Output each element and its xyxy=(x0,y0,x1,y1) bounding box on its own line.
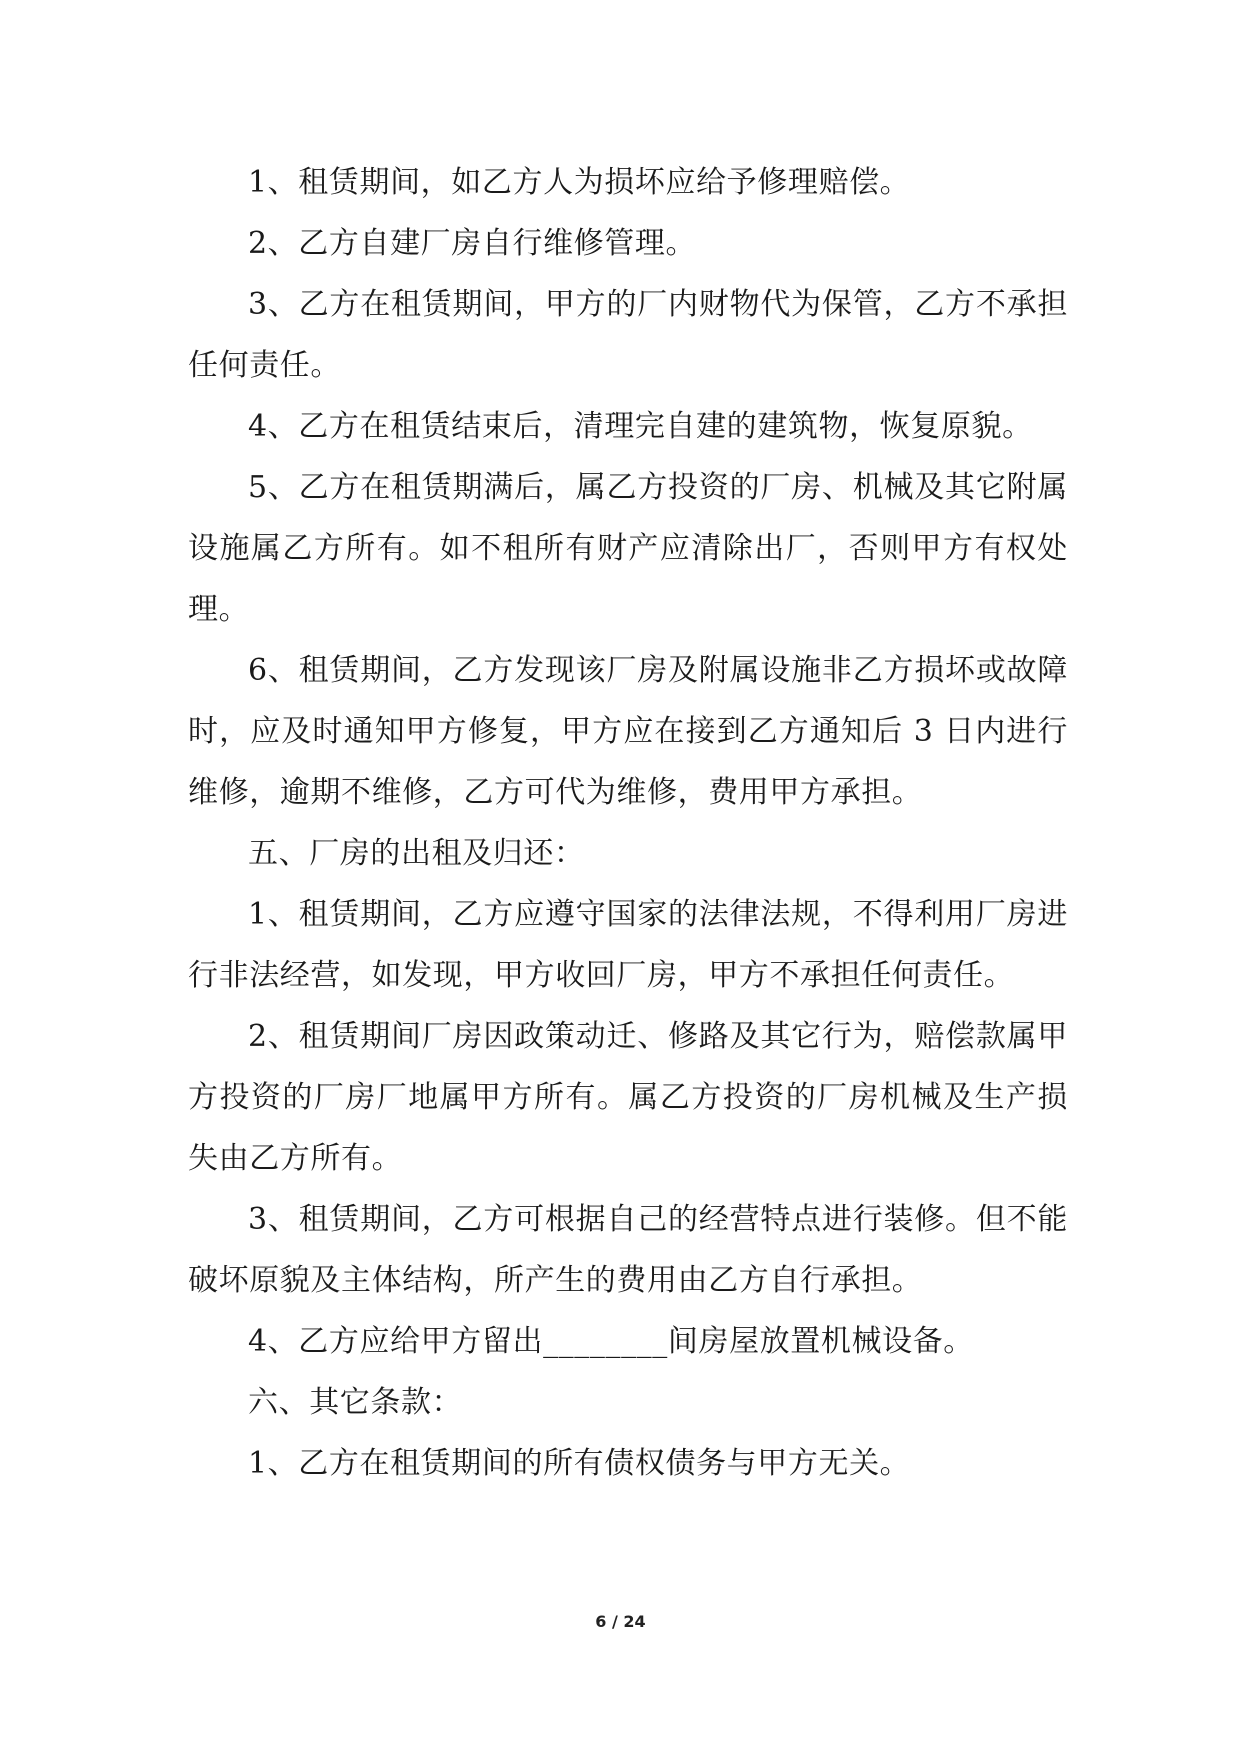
section-heading-5: 五、厂房的出租及归还： xyxy=(248,836,585,871)
page-number: 6 / 24 xyxy=(595,1612,646,1631)
paragraph-13: 1、乙方在租赁期间的所有债权债务与甲方无关。 xyxy=(248,1446,911,1481)
paragraph-10: 3、租赁期间，乙方可根据自己的经营特点进行装修。但不能破坏原貌及主体结构，所产生的费用由乙方自行承担。 xyxy=(188,1202,1068,1298)
paragraph-3: 3、乙方在租赁期间，甲方的厂内财物代为保管，乙方不承担任何责任。 xyxy=(188,287,1068,383)
paragraph-5: 5、乙方在租赁期满后，属乙方投资的厂房、机械及其它附属设施属乙方所有。如不租所有财产应清除出厂，否则甲方有权处理。 xyxy=(188,470,1068,627)
document-body xyxy=(188,152,1068,1494)
paragraph-8: 1、租赁期间，乙方应遵守国家的法律法规，不得利用厂房进行非法经营，如发现，甲方收回厂房，甲方不承担任何责任。 xyxy=(188,897,1068,993)
paragraph-2: 2、乙方自建厂房自行维修管理。 xyxy=(248,226,697,261)
section-heading-6: 六、其它条款： xyxy=(248,1385,463,1420)
paragraph-1: 1、租赁期间，如乙方人为损坏应给予修理赔偿。 xyxy=(248,165,911,200)
paragraph-9: 2、租赁期间厂房因政策动迁、修路及其它行为，赔偿款属甲方投资的厂房厂地属甲方所有。属乙方投资的厂房机械及生产损失由乙方所有。 xyxy=(188,1019,1068,1176)
paragraph-6: 6、租赁期间，乙方发现该厂房及附属设施非乙方损坏或故障时，应及时通知甲方修复，甲方应在接到乙方通知后 3 日内进行维修，逾期不维修，乙方可代为维修，费用甲方承担。 xyxy=(188,653,1068,810)
paragraph-11: 4、乙方应给甲方留出________间房屋放置机械设备。 xyxy=(248,1324,974,1359)
paragraph-4: 4、乙方在租赁结束后，清理完自建的建筑物，恢复原貌。 xyxy=(248,409,1033,444)
